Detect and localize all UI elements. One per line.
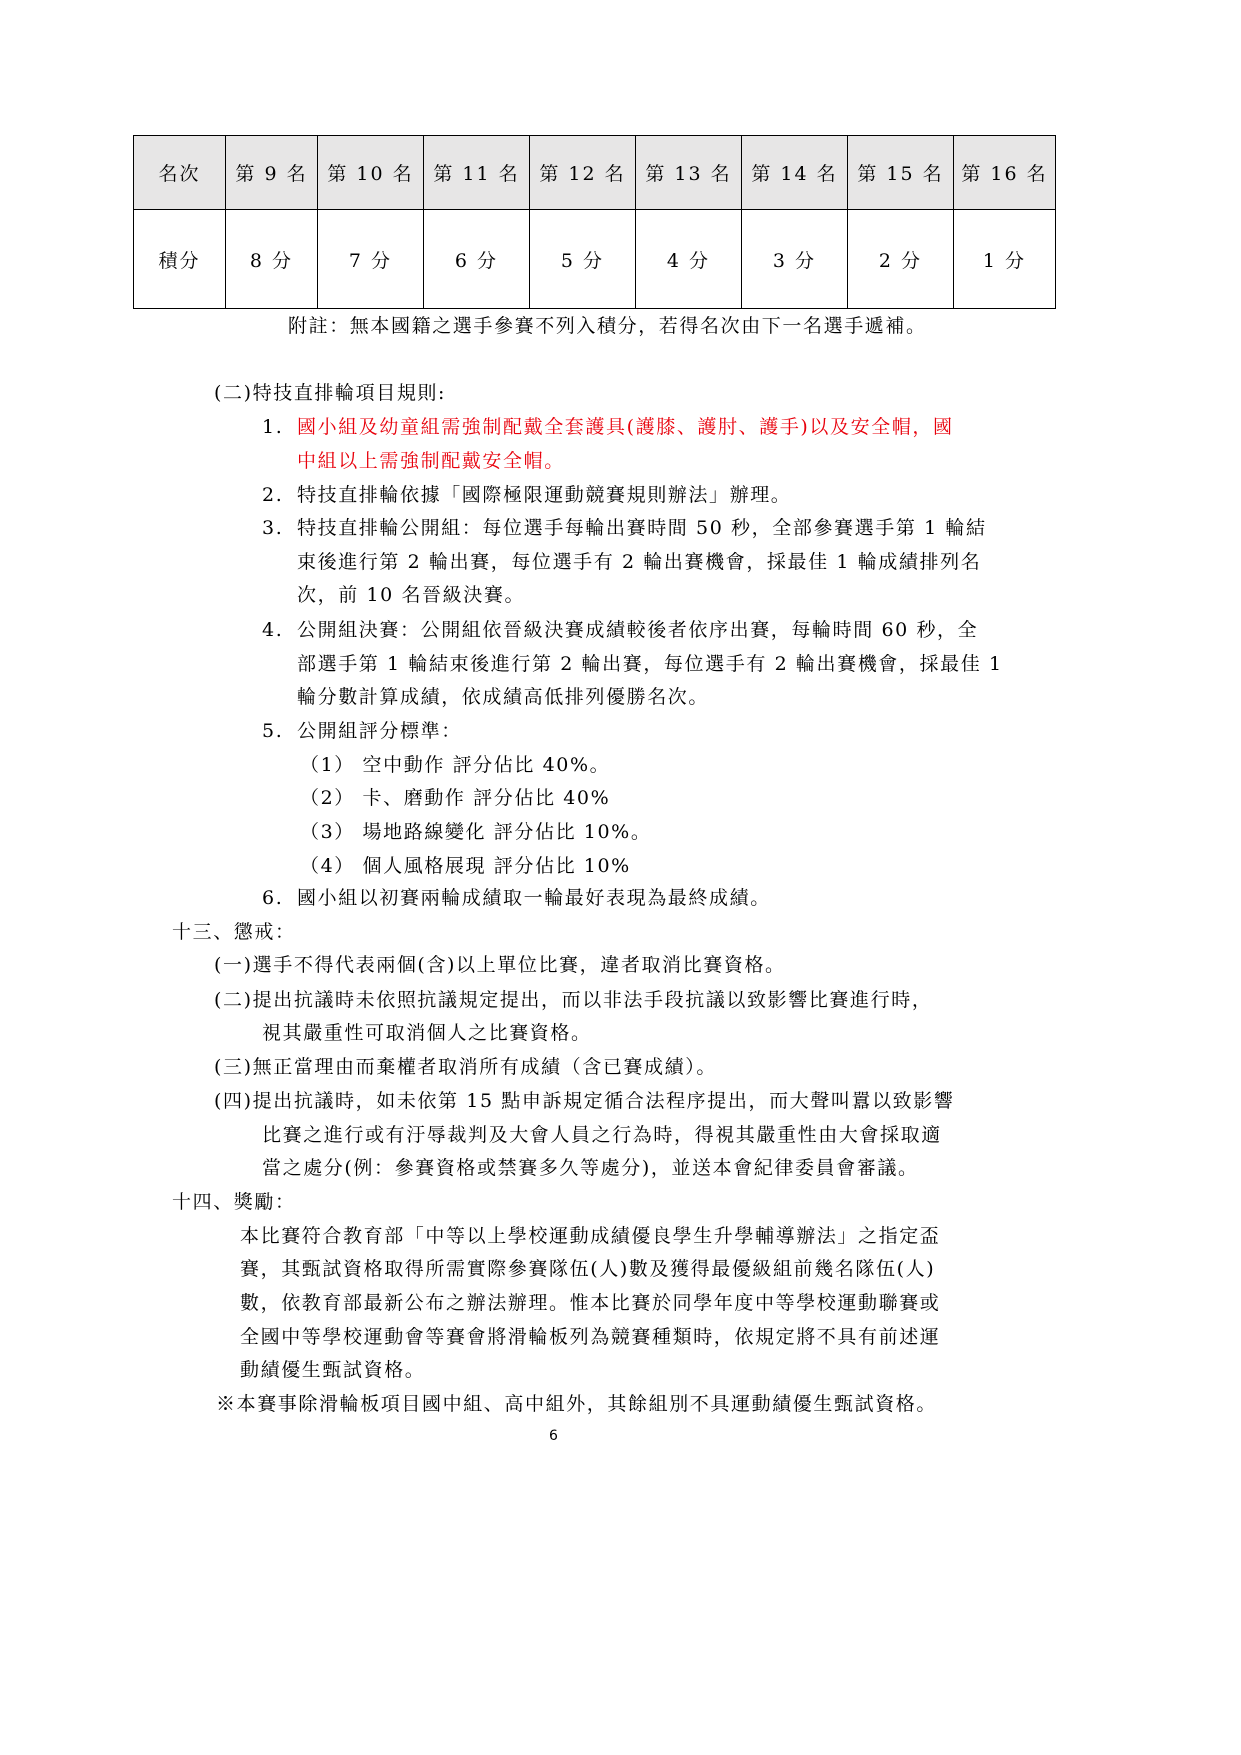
table-header-cell: 名次 (134, 136, 226, 210)
list-item-text: 特技直排輪依據「國際極限運動競賽規則辦法」辦理。 (297, 484, 792, 506)
list-item-text: 束後進行第 2 輪出賽，每位選手有 2 輪出賽機會，採最佳 1 輪成績排列名 (297, 551, 982, 573)
list-number: 5. (262, 720, 284, 742)
table-header-cell: 第 10 名 (318, 136, 424, 210)
table-header-cell: 第 13 名 (636, 136, 742, 210)
list-number: 1. (262, 416, 284, 438)
table-cell: 4 分 (636, 210, 742, 309)
table-cell: 8 分 (226, 210, 318, 309)
table-header-cell: 第 9 名 (226, 136, 318, 210)
list-item-text: 次，前 10 名晉級決賽。 (297, 584, 526, 606)
table-cell: 6 分 (424, 210, 530, 309)
paragraph-line: 數，依教育部最新公布之辦法辦理。惟本比賽於同學年度中等學校運動聯賽或 (240, 1292, 941, 1314)
paragraph-line: 比賽之進行或有汙辱裁判及大會人員之行為時，得視其嚴重性由大會採取適 (262, 1124, 942, 1146)
list-number: 6. (262, 887, 284, 909)
table-cell: 積分 (134, 210, 226, 309)
list-item-text: 公開組決賽：公開組依晉級決賽成績較後者依序出賽，每輪時間 60 秒，全 (297, 619, 979, 641)
ranking-points-table (133, 135, 1056, 309)
criteria-item: （1） 空中動作 評分佔比 40%。 (300, 754, 611, 776)
paragraph-line: (一)選手不得代表兩個(含)以上單位比賽，違者取消比賽資格。 (214, 954, 786, 976)
table-header-cell: 第 12 名 (530, 136, 636, 210)
table-header-cell: 第 14 名 (742, 136, 848, 210)
list-item-text: 國小組以初賽兩輪成績取一輪最好表現為最終成績。 (297, 887, 771, 909)
table-cell: 1 分 (954, 210, 1056, 309)
list-item-text: 部選手第 1 輪結束後進行第 2 輪出賽，每位選手有 2 輪出賽機會，採最佳 1 (297, 653, 1003, 675)
list-item-text: 輪分數計算成績，依成績高低排列優勝名次。 (297, 686, 710, 708)
paragraph-line: 視其嚴重性可取消個人之比賽資格。 (262, 1022, 592, 1044)
criteria-item: （2） 卡、磨動作 評分佔比 40% (300, 787, 611, 809)
table-header-row (134, 136, 1056, 210)
paragraph-line: (二)提出抗議時未依照抗議規定提出，而以非法手段抗議以致影響比賽進行時， (214, 989, 933, 1011)
list-number: 4. (262, 619, 284, 641)
paragraph-line: 賽，其甄試資格取得所需實際參賽隊伍(人)數及獲得最優級組前幾名隊伍(人) (240, 1258, 936, 1280)
table-row (134, 210, 1056, 309)
paragraph-line: 動績優生甄試資格。 (240, 1359, 426, 1381)
table-cell: 2 分 (848, 210, 954, 309)
criteria-item: （3） 場地路線變化 評分佔比 10%。 (300, 821, 652, 843)
paragraph-line: 當之處分(例：參賽資格或禁賽多久等處分)，並送本會紀律委員會審議。 (262, 1157, 919, 1179)
table-header-cell: 第 11 名 (424, 136, 530, 210)
page-number: 6 (549, 1428, 558, 1444)
table-cell: 7 分 (318, 210, 424, 309)
paragraph-line: 全國中等學校運動會等賽會將滑輪板列為競賽種類時，依規定將不具有前述運 (240, 1326, 941, 1348)
table-note: 附註：無本國籍之選手參賽不列入積分，若得名次由下一名選手遞補。 (288, 315, 927, 337)
section-heading: 十三、懲戒： (172, 921, 296, 943)
list-item-text-red: 國小組及幼童組需強制配戴全套護具(護膝、護肘、護手)以及安全帽，國 (297, 416, 954, 438)
footnote: ※本賽事除滑輪板項目國中組、高中組外，其餘組別不具運動績優生甄試資格。 (216, 1393, 938, 1415)
paragraph-line: (三)無正當理由而棄權者取消所有成績（含已賽成績）。 (214, 1056, 717, 1078)
list-item-text-red: 中組以上需強制配戴安全帽。 (297, 450, 565, 472)
section-heading: (二)特技直排輪項目規則: (214, 382, 447, 404)
table-header-cell: 第 15 名 (848, 136, 954, 210)
section-heading: 十四、獎勵： (172, 1191, 296, 1213)
list-item-text: 公開組評分標準： (297, 720, 462, 742)
table-header-cell: 第 16 名 (954, 136, 1056, 210)
paragraph-line: 本比賽符合教育部「中等以上學校運動成績優良學生升學輔導辦法」之指定盃 (240, 1225, 941, 1247)
table-cell: 3 分 (742, 210, 848, 309)
paragraph-line: (四)提出抗議時，如未依第 15 點申訴規定循合法程序提出，而大聲叫囂以致影響 (214, 1090, 955, 1112)
table-cell: 5 分 (530, 210, 636, 309)
criteria-item: （4） 個人風格展現 評分佔比 10% (300, 855, 631, 877)
list-number: 3. (262, 517, 284, 539)
list-item-text: 特技直排輪公開組：每位選手每輪出賽時間 50 秒，全部參賽選手第 1 輪結 (297, 517, 987, 539)
list-number: 2. (262, 484, 284, 506)
